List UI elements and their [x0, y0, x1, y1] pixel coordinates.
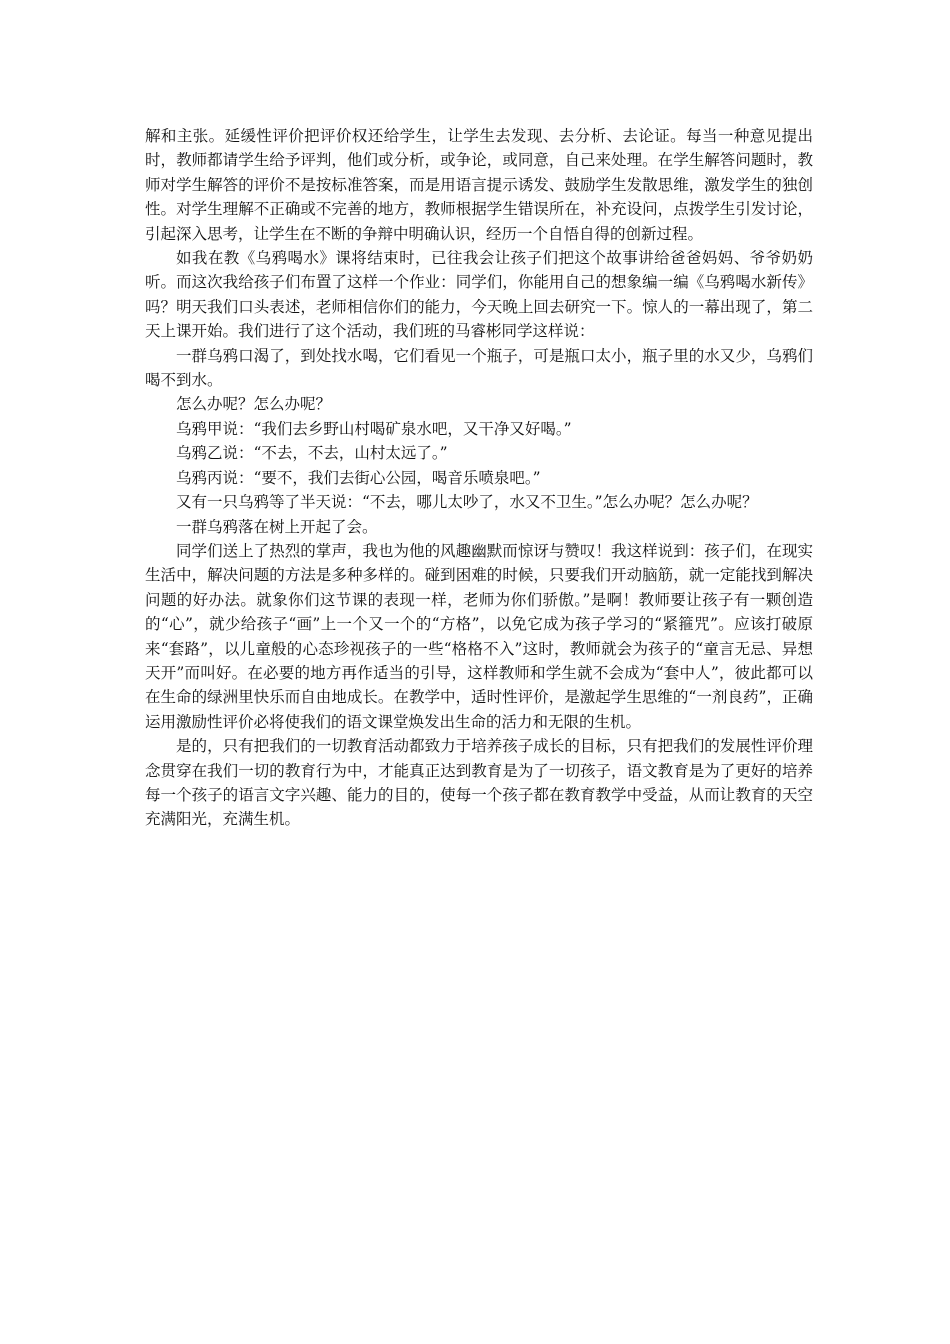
paragraph-crow-assignment: 如我在教《乌鸦喝水》课将结束时，已往我会让孩子们把这个故事讲给爸爸妈妈、爷爷奶奶听。而这次我给孩子们布置了这样一个作业：同学们，你能用自己的想象编一编《乌鸦喝水新传》吗？明天我们口头表述，老师相信你们的能力，今天晚上回去研究一下。惊人的一幕出现了，第二天上课开始。我们进行了这个活动，我们班的马睿彬同学这样说：: [145, 249, 813, 341]
paragraph-conclusion: 是的，只有把我们的一切教育活动都致力于培养孩子成长的目标，只有把我们的发展性评价理念贯穿在我们一切的教育行为中，才能真正达到教育是为了一切孩子，语文教育是为了更好的培养每一个孩子的语言文字兴趣、能力的目的，使每一个孩子都在教育教学中受益，从而让教育的天空充满阳光，充满生机。: [145, 737, 813, 829]
paragraph-crow-d: 又有一只乌鸦等了半天说：“不去，哪儿太吵了，水又不卫生。”怎么办呢？怎么办呢？: [176, 493, 758, 512]
paragraph-crow-meeting: 一群乌鸦落在树上开起了会。: [176, 517, 378, 536]
paragraph-teacher-reflection: 同学们送上了热烈的掌声，我也为他的风趣幽默而惊讶与赞叹！我这样说到：孩子们，在现实生活中，解决问题的方法是多种多样的。碰到困难的时候，只要我们开动脑筋，就一定能找到解决问题的好办法。就象你们这节课的表现一样，老师为你们骄傲。”是啊！教师要让孩子有一颗创造的“心”，就少给孩子“画”上一个又一个的“方格”，以免它成为孩子学习的“紧箍咒”。应该打破原来“套路”，以儿童般的心态珍视孩子的一些“格格不入”这时，教师就会为孩子的“童言无忌、异想天开”而叫好。在必要的地方再作适当的引导，这样教师和学生就不会成为“套中人”，彼此都可以在生命的绿洲里快乐而自由地成长。在教学中，适时性评价，是激起学生思维的“一剂良药”，正确运用激励性评价必将使我们的语文课堂焕发出生命的活力和无限的生机。: [145, 541, 813, 731]
paragraph-crow-c: 乌鸦丙说：“要不，我们去街心公园，喝音乐喷泉吧。”: [176, 468, 541, 487]
paragraph-crow-b: 乌鸦乙说：“不去，不去，山村太远了。”: [176, 444, 448, 463]
paragraph-story-question: 怎么办呢？怎么办呢？: [176, 395, 332, 414]
paragraph-crow-a: 乌鸦甲说：“我们去乡野山村喝矿泉水吧，又干净又好喝。”: [176, 419, 572, 438]
paragraph-continuation: 解和主张。延缓性评价把评价权还给学生，让学生去发现、去分析、去论证。每当一种意见提出时，教师都请学生给予评判，他们或分析，或争论，或同意，自己来处理。在学生解答问题时，教师对学生解答的评价不是按标准答案，而是用语言提示诱发、鼓励学生发散思维，激发学生的独创性。对学生理解不正确或不完善的地方，教师根据学生错误所在，补充设问，点拨学生引发讨论，引起深入思考，让学生在不断的争辩中明确认识，经历一个自悟自得的创新过程。: [145, 127, 813, 243]
paragraph-story-opening: 一群乌鸦口渴了，到处找水喝，它们看见一个瓶子，可是瓶口太小，瓶子里的水又少，乌鸦们喝不到水。: [145, 346, 813, 390]
document-body: [145, 124, 813, 832]
